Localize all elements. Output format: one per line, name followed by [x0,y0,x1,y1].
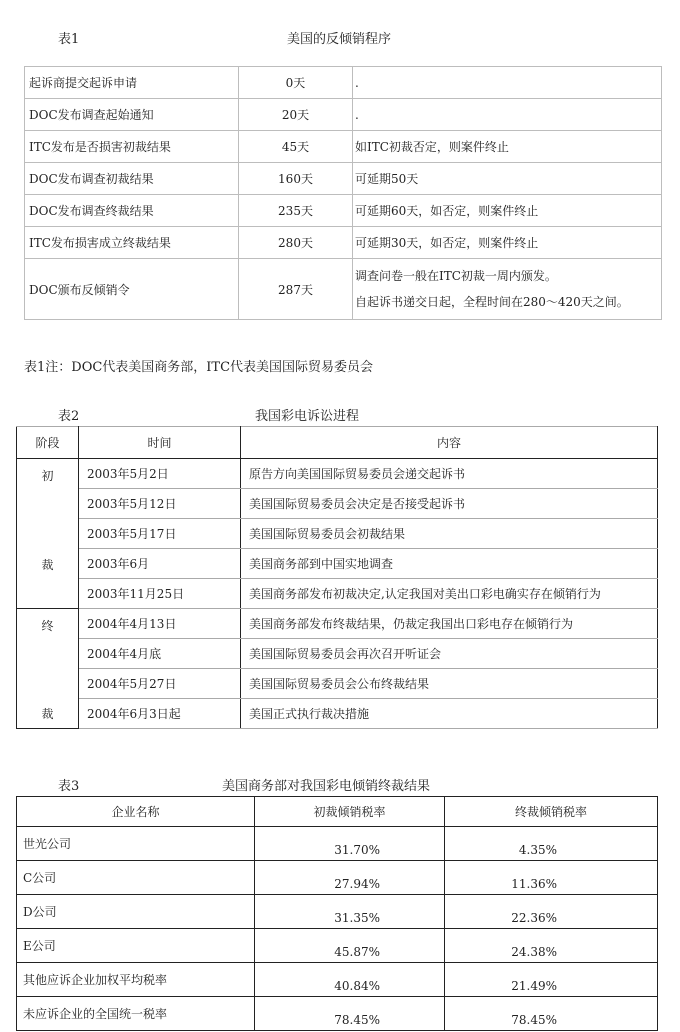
final-rate-cell: 24.38% [445,929,658,963]
content-cell: 美国国际贸易委员会再次召开听证会 [241,639,658,669]
table1-label: 表1 [58,32,80,47]
table1-title: 美国的反倾销程序 [287,32,392,47]
table3-final-dumping-rates [16,796,658,1031]
content-cell: 原告方向美国国际贸易委员会递交起诉书 [241,459,658,489]
step-cell: ITC发布损害成立终裁结果 [25,227,239,259]
content-cell: 美国国际贸易委员会决定是否接受起诉书 [241,489,658,519]
table-row [17,963,658,997]
final-rate-cell: 22.36% [445,895,658,929]
company-cell: 其他应诉企业加权平均税率 [17,963,255,997]
table-row [17,609,658,639]
final-rate-cell: 78.45% [445,997,658,1031]
time-cell: 2003年11月25日 [79,579,241,609]
table-row [25,163,662,195]
company-cell: E公司 [17,929,255,963]
content-cell: 美国商务部发布终裁结果，仍裁定我国出口彩电存在倾销行为 [241,609,658,639]
table2-label: 表2 [58,409,80,424]
step-cell: DOC发布调查初裁结果 [25,163,239,195]
table-row [17,549,658,579]
time-cell: 160天 [239,163,353,195]
time-cell: 2003年5月2日 [79,459,241,489]
table-row [25,227,662,259]
time-cell: 280天 [239,227,353,259]
initial-rate-cell: 27.94% [255,861,445,895]
time-cell: 20天 [239,99,353,131]
note-line-2: 自起诉书递交日起，全程时间在280～420天之间。 [355,295,629,309]
time-cell: 0天 [239,67,353,99]
table3-label: 表3 [58,779,80,794]
time-cell: 287天 [239,259,353,320]
time-cell: 2003年6月 [79,549,241,579]
table-row [17,895,658,929]
header-company: 企业名称 [17,797,255,827]
content-cell: 美国商务部到中国实地调查 [241,549,658,579]
table-row [17,699,658,729]
table-row [17,489,658,519]
table-row [17,861,658,895]
time-cell: 2004年4月13日 [79,609,241,639]
note-cell: . [353,67,662,99]
time-cell: 2003年5月17日 [79,519,241,549]
note-cell: 如ITC初裁否定，则案件终止 [353,131,662,163]
table-row [17,579,658,609]
time-cell: 45天 [239,131,353,163]
step-cell: DOC发布调查起始通知 [25,99,239,131]
note-cell: . [353,99,662,131]
table1-us-antidumping-procedure [24,66,662,320]
stage-cell: 裁 [17,549,79,609]
final-rate-cell: 11.36% [445,861,658,895]
table-row [17,997,658,1031]
table-row [17,639,658,669]
step-cell: DOC发布调查终裁结果 [25,195,239,227]
company-cell: 未应诉企业的全国统一税率 [17,997,255,1031]
initial-rate-cell: 78.45% [255,997,445,1031]
note-cell [353,259,662,320]
header-content: 内容 [241,427,658,459]
content-cell: 美国国际贸易委员会初裁结果 [241,519,658,549]
table-row [17,459,658,489]
stage-cell: 初 [17,459,79,549]
initial-rate-cell: 31.70% [255,827,445,861]
table-row [17,929,658,963]
table2-tv-litigation-progress [16,426,658,729]
table2-title: 我国彩电诉讼进程 [255,409,360,424]
final-rate-cell: 21.49% [445,963,658,997]
company-cell: D公司 [17,895,255,929]
table-row [25,195,662,227]
step-cell: 起诉商提交起诉申请 [25,67,239,99]
content-cell: 美国正式执行裁决措施 [241,699,658,729]
header-time: 时间 [79,427,241,459]
note-cell: 可延期50天 [353,163,662,195]
initial-rate-cell: 40.84% [255,963,445,997]
table-row [17,669,658,699]
time-cell: 2004年4月底 [79,639,241,669]
table-header-row [17,427,658,459]
table-row [25,131,662,163]
table3-title: 美国商务部对我国彩电倾销终裁结果 [222,779,431,794]
table-row [25,67,662,99]
table-row [25,259,662,320]
time-cell: 2004年6月3日起 [79,699,241,729]
note-cell: 可延期60天，如否定，则案件终止 [353,195,662,227]
stage-cell: 裁 [17,669,79,729]
final-rate-cell: 4.35% [445,827,658,861]
stage-cell: 终 [17,609,79,669]
time-cell: 2004年5月27日 [79,669,241,699]
table-header-row [17,797,658,827]
table-row [17,827,658,861]
initial-rate-cell: 45.87% [255,929,445,963]
content-cell: 美国国际贸易委员会公布终裁结果 [241,669,658,699]
header-final-rate: 终裁倾销税率 [445,797,658,827]
table1-footnote: 表1注：DOC代表美国商务部，ITC代表美国国际贸易委员会 [24,360,374,375]
note-cell: 可延期30天，如否定，则案件终止 [353,227,662,259]
header-stage: 阶段 [17,427,79,459]
note-line-1: 调查问卷一般在ITC初裁一周内颁发。 [355,269,557,283]
company-cell: C公司 [17,861,255,895]
step-cell: DOC颁布反倾销令 [25,259,239,320]
time-cell: 235天 [239,195,353,227]
content-cell: 美国商务部发布初裁决定,认定我国对美出口彩电确实存在倾销行为 [241,579,658,609]
table-row [17,519,658,549]
table-row [25,99,662,131]
initial-rate-cell: 31.35% [255,895,445,929]
company-cell: 世光公司 [17,827,255,861]
time-cell: 2003年5月12日 [79,489,241,519]
step-cell: ITC发布是否损害初裁结果 [25,131,239,163]
header-initial-rate: 初裁倾销税率 [255,797,445,827]
